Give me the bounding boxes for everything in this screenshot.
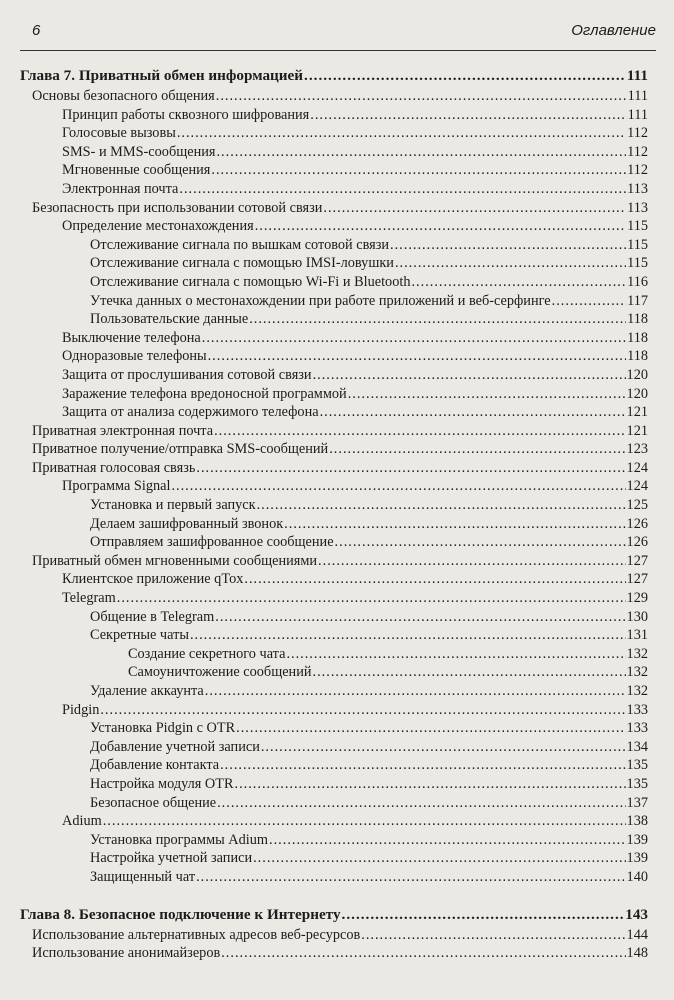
- toc-entry-page: 113: [627, 180, 648, 197]
- toc-entry-title: Безопасность при использовании сотовой связи: [32, 199, 323, 216]
- dot-leader: [255, 217, 626, 236]
- dot-leader: [269, 831, 626, 850]
- toc-entry-page: 134: [626, 738, 648, 755]
- toc-entry: [20, 422, 648, 441]
- toc-entry: [20, 738, 648, 757]
- toc-entry-page: 140: [626, 868, 648, 885]
- toc-entry-page: 139: [626, 850, 648, 867]
- toc-entry-title: Приватная голосовая связь: [32, 459, 196, 476]
- dot-leader: [335, 533, 626, 552]
- toc-entry-page: 139: [626, 831, 648, 848]
- toc-entry: [20, 236, 648, 255]
- toc-entry: [20, 608, 648, 627]
- toc-entry: [20, 403, 648, 422]
- toc-entry-title: Основы безопасного общения: [32, 88, 215, 104]
- toc-entry-title: Использование анонимайзеров: [32, 945, 221, 962]
- toc-entry-title: Секретные чаты: [90, 627, 189, 644]
- toc-entry-title: Пользовательские данные: [90, 311, 249, 328]
- dot-leader: [253, 849, 625, 868]
- toc-entry-page: 120: [626, 366, 648, 383]
- toc-entry: [20, 347, 648, 366]
- running-title: Оглавление: [571, 22, 656, 39]
- toc-entry-page: 111: [627, 106, 648, 123]
- dot-leader: [103, 812, 626, 831]
- toc-entry-title: Установка программы Adium: [90, 831, 269, 848]
- toc-entry-page: 135: [626, 775, 648, 792]
- toc-entry-page: 137: [626, 794, 648, 811]
- toc-entry-page: 133: [626, 701, 648, 718]
- toc-entry: [20, 719, 648, 738]
- toc-entry-page: 112: [627, 143, 648, 160]
- dot-leader: [205, 682, 626, 701]
- toc-entry: [20, 161, 648, 180]
- toc-entry-title: Защита от прослушивания сотовой связи: [62, 366, 312, 383]
- dot-leader: [216, 87, 627, 106]
- toc-entry-page: 126: [626, 515, 648, 532]
- dot-leader: [257, 496, 626, 515]
- toc-entry: [20, 775, 648, 794]
- toc-entry-title: Установка Pidgin с OTR: [90, 720, 236, 737]
- toc-entry-title: Мгновенные сообщения: [62, 162, 211, 179]
- dot-leader: [208, 347, 626, 366]
- dot-leader: [196, 459, 625, 478]
- dot-leader: [196, 868, 625, 887]
- toc-entry-page: 132: [626, 645, 648, 662]
- dot-leader: [411, 273, 626, 292]
- dot-leader: [190, 626, 626, 645]
- toc-entry-page: 143: [625, 905, 648, 923]
- dot-leader: [329, 440, 625, 459]
- toc-entry-page: 124: [626, 459, 648, 476]
- dot-leader: [249, 310, 626, 329]
- toc-entry-title: Определение местонахождения: [62, 218, 254, 235]
- toc-entry-title: Приватный обмен мгновенными сообщениями: [32, 552, 318, 569]
- toc-entry-title: Добавление учетной записи: [90, 738, 260, 755]
- toc-entry: [20, 756, 648, 775]
- toc-entry: [20, 589, 648, 608]
- toc-entry: [20, 570, 648, 589]
- toc-entry-title: Приватное получение/отправка SMS-сообщений: [32, 441, 329, 458]
- toc-entry: [20, 812, 648, 831]
- toc-entry-page: 116: [627, 273, 648, 290]
- dot-leader: [221, 944, 625, 963]
- toc-entry-title: Клиентское приложение qTox: [62, 571, 244, 588]
- toc-entry-title: Электронная почта: [62, 180, 179, 197]
- toc-entry-page: 144: [626, 926, 648, 943]
- toc-entry-page: 112: [627, 125, 648, 142]
- toc-entry: [20, 496, 648, 515]
- dot-leader: [261, 738, 626, 757]
- dot-leader: [220, 756, 625, 775]
- toc-entry: [20, 459, 648, 478]
- toc-chapter-entry: [20, 904, 648, 926]
- toc-entry-page: 127: [626, 571, 648, 588]
- toc-entry-page: 113: [627, 199, 648, 216]
- dot-leader: [552, 292, 626, 311]
- dot-leader: [304, 65, 626, 87]
- toc-entry: [20, 199, 648, 218]
- toc-entry: [20, 831, 648, 850]
- toc-entry-page: 118: [627, 348, 648, 365]
- toc-entry-title: Выключение телефона: [62, 329, 201, 346]
- toc-entry-title: Самоуничтожение сообщений: [128, 664, 312, 681]
- toc-entry: [20, 552, 648, 571]
- toc-entry-page: 121: [626, 422, 648, 439]
- toc-entry-page: 123: [626, 441, 648, 458]
- toc-entry-page: 117: [627, 292, 648, 309]
- dot-leader: [395, 254, 626, 273]
- dot-leader: [236, 719, 625, 738]
- toc-entry-title: Настройка учетной записи: [90, 850, 253, 867]
- toc-entry-title: Глава 8. Безопасное подключение к Интернету: [20, 905, 341, 923]
- toc-entry: [20, 515, 648, 534]
- toc-entry: [20, 944, 648, 963]
- table-of-contents: [20, 65, 648, 963]
- toc-entry-page: 131: [626, 627, 648, 644]
- toc-entry-page: 130: [626, 608, 648, 625]
- dot-leader: [244, 570, 625, 589]
- toc-entry: [20, 310, 648, 329]
- toc-entry-title: Добавление контакта: [90, 757, 220, 774]
- toc-entry-title: Приватная электронная почта: [32, 422, 214, 439]
- toc-entry-title: Заражение телефона вредоносной программой: [62, 385, 347, 402]
- toc-entry-page: 124: [626, 478, 648, 495]
- page-header: [20, 22, 656, 51]
- toc-entry-title: Защищенный чат: [90, 868, 196, 885]
- dot-leader: [342, 904, 625, 926]
- toc-entry-page: 135: [626, 757, 648, 774]
- toc-entry-page: 127: [626, 552, 648, 569]
- toc-entry-title: Глава 7. Приватный обмен информацией: [20, 67, 304, 84]
- toc-entry: [20, 124, 648, 143]
- dot-leader: [390, 236, 626, 255]
- toc-entry-title: Отслеживание сигнала с помощью IMSI-ловушки: [90, 255, 394, 272]
- toc-entry: [20, 180, 648, 199]
- toc-entry-title: Создание секретного чата: [128, 645, 286, 662]
- toc-entry-page: 126: [626, 534, 648, 551]
- dot-leader: [171, 477, 625, 496]
- dot-leader: [177, 124, 626, 143]
- toc-entry-page: 118: [627, 311, 648, 328]
- toc-entry: [20, 701, 648, 720]
- toc-entry: [20, 385, 648, 404]
- toc-entry: [20, 645, 648, 664]
- toc-entry-title: Утечка данных о местонахождении при работе приложений и веб-серфинге: [90, 292, 551, 309]
- dot-leader: [202, 329, 626, 348]
- toc-entry: [20, 106, 648, 125]
- toc-entry: [20, 533, 648, 552]
- toc-entry-page: 115: [627, 218, 648, 235]
- toc-entry-title: Общение в Telegram: [90, 608, 215, 625]
- toc-entry-title: Делаем зашифрованный звонок: [90, 515, 284, 532]
- toc-entry: [20, 366, 648, 385]
- toc-entry: [20, 143, 648, 162]
- toc-entry: [20, 254, 648, 273]
- toc-entry: [20, 663, 648, 682]
- toc-chapter-entry: [20, 65, 648, 87]
- dot-leader: [217, 794, 625, 813]
- page-number: 6: [32, 22, 41, 39]
- dot-leader: [320, 403, 626, 422]
- toc-entry-page: 148: [626, 945, 648, 962]
- toc-entry-title: Pidgin: [62, 701, 100, 718]
- dot-leader: [179, 180, 626, 199]
- toc-entry-title: Удаление аккаунта: [90, 683, 204, 699]
- toc-entry-page: 125: [626, 497, 648, 514]
- toc-entry-title: Отслеживание сигнала по вышкам сотовой связи: [90, 236, 390, 253]
- toc-entry-page: 121: [626, 404, 648, 421]
- toc-entry-page: 129: [626, 590, 648, 607]
- dot-leader: [323, 199, 626, 218]
- dot-leader: [313, 366, 626, 385]
- toc-entry: [20, 292, 648, 311]
- toc-entry-title: Принцип работы сквозного шифрования: [62, 106, 310, 123]
- dot-leader: [318, 552, 626, 571]
- toc-entry: [20, 626, 648, 645]
- toc-entry: [20, 868, 648, 887]
- dot-leader: [215, 608, 625, 627]
- toc-entry-title: Безопасное общение: [90, 794, 217, 811]
- toc-entry: [20, 794, 648, 813]
- dot-leader: [117, 589, 626, 608]
- toc-entry-title: Голосовые вызовы: [62, 125, 176, 142]
- toc-entry: [20, 217, 648, 236]
- toc-entry-page: 138: [626, 813, 648, 830]
- toc-entry-page: 115: [627, 255, 648, 272]
- dot-leader: [211, 161, 626, 180]
- toc-entry-page: 120: [626, 385, 648, 402]
- toc-entry-title: Использование альтернативных адресов веб-ресурсов: [32, 926, 361, 943]
- dot-leader: [100, 701, 625, 720]
- toc-entry-title: Отправляем зашифрованное сообщение: [90, 534, 334, 551]
- toc-entry-page: 111: [627, 88, 648, 104]
- dot-leader: [286, 645, 625, 664]
- toc-entry: [20, 682, 648, 701]
- dot-leader: [310, 106, 626, 125]
- toc-entry-title: Программа Signal: [62, 478, 171, 495]
- dot-leader: [348, 385, 626, 404]
- dot-leader: [214, 422, 625, 441]
- toc-entry-page: 115: [627, 236, 648, 253]
- dot-leader: [284, 515, 625, 534]
- toc-entry: [20, 926, 648, 945]
- toc-entry-page: 132: [626, 683, 648, 699]
- toc-entry-title: Защита от анализа содержимого телефона: [62, 404, 319, 421]
- toc-entry-title: Одноразовые телефоны: [62, 348, 207, 365]
- toc-entry-title: Установка и первый запуск: [90, 497, 256, 514]
- toc-entry: [20, 440, 648, 459]
- dot-leader: [313, 663, 626, 682]
- toc-entry-title: Telegram: [62, 590, 116, 607]
- toc-entry-title: Настройка модуля OTR: [90, 775, 234, 792]
- toc-entry: [20, 329, 648, 348]
- toc-entry-title: Adium: [62, 813, 102, 830]
- toc-entry-page: 111: [626, 67, 648, 84]
- toc-entry-page: 118: [627, 329, 648, 346]
- toc-entry: [20, 87, 648, 106]
- toc-entry-title: SMS- и MMS-сообщения: [62, 143, 216, 160]
- toc-entry: [20, 273, 648, 292]
- toc-entry-page: 132: [626, 664, 648, 681]
- toc-entry-title: Отслеживание сигнала с помощью Wi-Fi и Bluetooth: [90, 273, 411, 290]
- dot-leader: [216, 143, 626, 162]
- toc-entry-page: 133: [626, 720, 648, 737]
- toc-entry: [20, 849, 648, 868]
- toc-entry: [20, 477, 648, 496]
- toc-entry-page: 112: [627, 162, 648, 179]
- dot-leader: [361, 926, 625, 945]
- dot-leader: [235, 775, 626, 794]
